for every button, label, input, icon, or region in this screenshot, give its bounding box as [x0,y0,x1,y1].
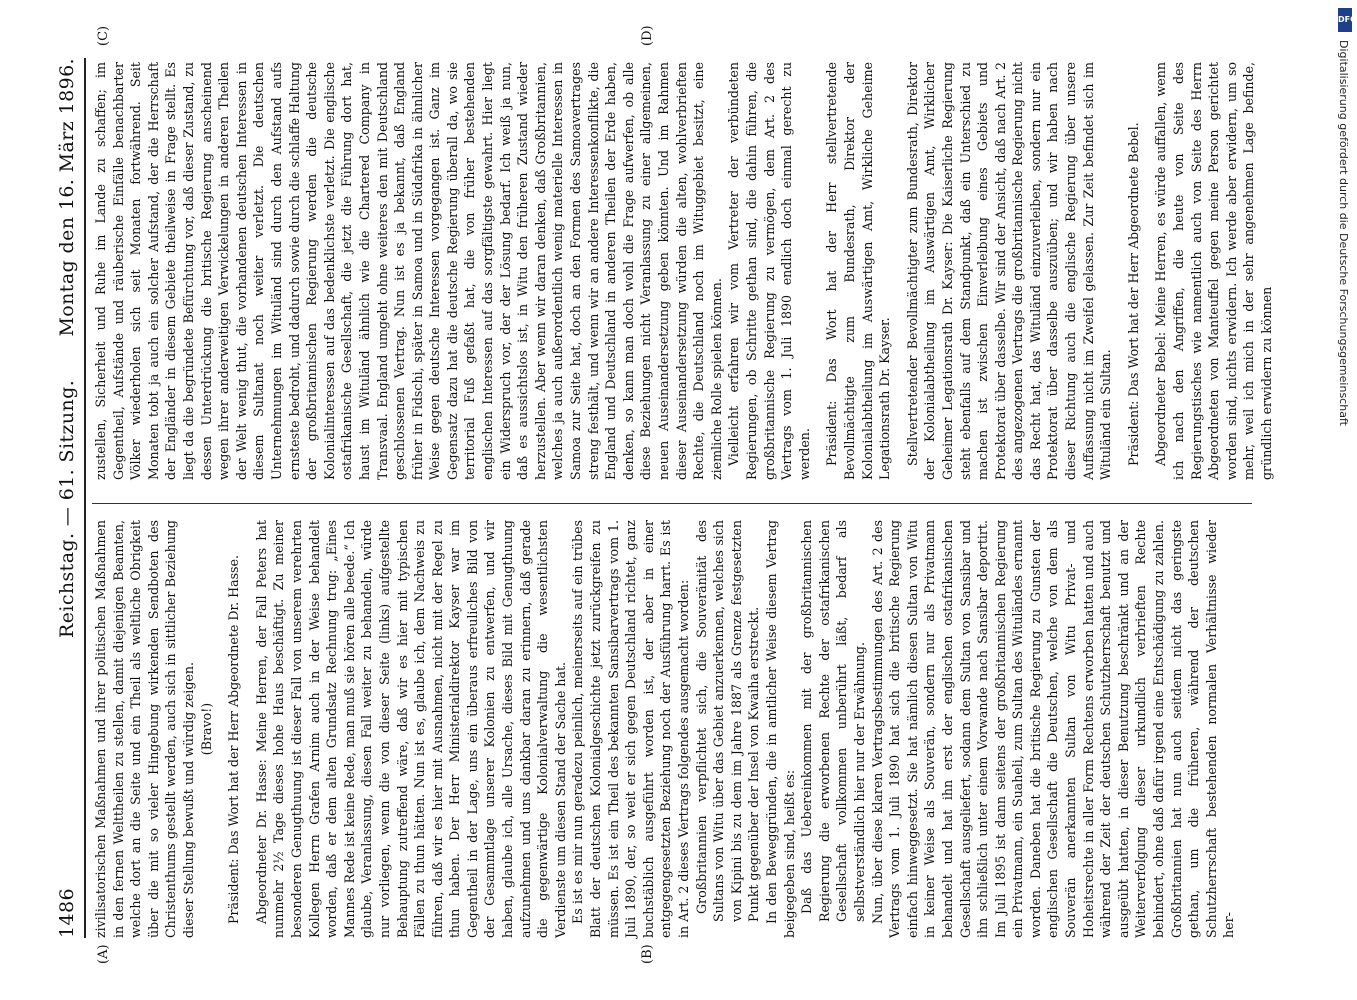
column-divider [92,503,1252,504]
margin-marker-c: (C) [96,25,111,46]
digitization-credit: Digitalisierung gefördert durch die Deutsche Forschungsgemeinschaft [1337,40,1350,426]
paragraph: Es ist es mir nun geradezu peinlich, meinerseits auf ein trübes Blatt der deutschen Kolonialgeschichte jetzt zurückgreifen zu müssen. Es ist ein Theil des bekannten Sansibarvertrags vom 1. Juli 1890, der, so weit er sich gegen Deutschland richtet, ganz buchstäblich ausgeführt worden ist, der aber in einer entgegengesetzten Beziehung noch der Ausführung harrt. Es ist in Art. 2 dieses Vertrags folgendes ausgemacht worden: [570,520,691,938]
paragraph: Präsident: Das Wort hat der Herr stellvertretende Bevollmächtigte zum Bundesrath, Direktor der Kolonialabtheilung im Auswärtigen Amt, Wirkliche Geheime Legationsrath Dr. Kayser. [824,62,893,480]
session-date: Montag den 16. März 1896. [56,58,78,337]
paragraph: Präsident: Das Wort hat der Herr Abgeordnete Bebel. [1125,122,1141,466]
paragraph: Präsident: Das Wort hat der Herr Abgeordnete Dr. Hasse. [226,555,242,924]
quoted-paragraph: Großbritannien verpflichtet sich, die Souveränität des Sultans von Witu über das Gebiet anzuerkennen, welches sich von Kipini bis zu dem im Jahre 1887 als Grenze festgesetzten Punkt gegenüber der Insel von Kwaiha erstreckt. [693,520,762,922]
paragraph: Abgeordneter Bebel: Meine Herren, es würde auffallen, wenn ich nach den Angriffen, die heute von Seite des Regierungstisches wie namentlich auch von Seite des Herrn Abgeordneten von Manteuffel gegen meine Person gerichtet worden sind, nichts erwidern. Ich werde aber erwidern, um so mehr, weil ich mich in der sehr angenehmen Lage befinde, gründlich erwidern zu können [1153,62,1274,480]
header-rule [84,58,86,938]
paragraph: zustellen, Sicherheit und Ruhe im Lande zu schaffen; im Gegentheil, Aufstände und räuberische Einfälle benachbarter Völker wiederholen sich seit Monaten fortwährend. Seit Monaten tobt ja auch ein solcher Aufstand, der die Herrschaft der Engländer in diesem Gebiete theilweise in Frage stellt. Es liegt da die begründete Befürchtung vor, daß dieser Zustand, zu dessen Unterdrückung die britische Regierung anscheinend wegen ihrer anderweitigen Verwickelungen in anderen Theilen der Welt wenig thut, die vorhandenen deutschen Interessen in diesem Sultanat noch weiter verletzt. Die deutschen Unternehmungen im Wituländ sind durch den Aufstand aufs ernsteste bedroht, und dadurch sowie durch die schlaffe Haltung der großbritannischen Regierung werden die deutsche Kolonialinteressen auf das bedenklichste verletzt. Die englische ostafrikanische Gesellschaft, die jetzt die Führung dort hat, haust im Wituländ ähnlich wie die Chartered Company in Transvaal. England umgeht ohne weiteres den mit Deutschland geschlossenen Vertrag. Nun ist es ja bekannt, daß England früher in Fidschi, später in Samoa und in Südafrika in ähnlicher Weise gegen deutsche Interessen vorgegangen ist. Ganz im Gegensatz dazu hat die deutsche Regierung überall da, wo sie territorial Fuß gefaßt hat, die von früher bestehenden englischen Interessen auf das sorgfältigste gewahrt. Hier liegt ein Widerspruch vor, der der Lösung bedarf. Ich weiß ja nun, daß es aussichtslos ist, in Witu den früheren Zustand wieder herzustellen. Aber wenn wir daran denken, daß Großbritannien, welches ja auch außerordentlich wenig materielle Interessen in Samoa zur Seite hat, doch an den Formen des Samoavertrages streng festhält, und wenn wir an andere Interessenkonflikte, die England und Deutschland in anderen Theilen der Erde haben, denken, so kann man doch wohl die Frage aufwerfen, ob alle diese Beziehungen nicht Veranlassung zu einer allgemeinen, neuen Auseinandersetzung geben könnten. Und im Rahmen dieser Auseinandersetzung würden die alten, wohlverbrieften Rechte, die Deutschland noch im Wituggebiet besitzt, eine ziemliche Rolle spielen können. [93,62,724,480]
right-column [92,62,1274,480]
paragraph: Nun, über diese klaren Vertragsbestimmungen des Art. 2 des Vertrags vom 1. Juli 1890 hat sich die britische Regierung einfach hinweggesetzt. Sie hat nämlich diesen Sultan von Witu in keiner Weise als Souverän, sondern nur als Privatmann behandelt und hat ihn erst der englischen ostafrikanischen Gesellschaft ausgeliefert, sodann dem Sultan von Sansibar und ihn schließlich unter einem Vorwande nach Sansibar deportirt. Im Juli 1895 ist dann seitens der großbritannischen Regierung ein Privatmann, ein Suaheli, zum Sultan des Wituländes ernannt worden. Daneben hat die britische Regierung zu Gunsten der englischen Gesellschaft die Deutschen, welche von dem als Souverän anerkannten Sultan von Witu Privat- und Hoheitsrechte in aller Form Rechtens erworben hatten und auch während der Zeit der deutschen Schutzherrschaft benutzt und ausgeübt hatten, in dieser Benutzung beschränkt und an der Weiterverfolgung dieser urkundlich verbrieften Rechte behindert, ohne daß dafür irgend eine Entschädigung zu zahlen. Großbritannien hat nun auch seitdem nicht das geringste gethan, um die früheren, während der deutschen Schutzherrschaft bestehenden normalen Verhältnisse wieder her- [869,520,1237,938]
paragraph: In den Beweggründen, die in amtlicher Weise diesem Vertrag beigegeben sind, heißt es: [763,520,797,938]
margin-marker-a: (A) [96,944,111,964]
paragraph: Vielleicht erfahren wir vom Vertreter der verbündeten Regierungen, ob Schritte gethan sind, die dahin führen, die großbritannische Regierung zu vermögen, dem Art. 2 des Vertrags vom 1. Juli 1890 endlich doch einmal gerecht zu werden. [726,62,812,480]
session-title: Reichstag. — 61. Sitzung. [56,379,78,638]
margin-marker-b: (B) [640,944,655,964]
left-column [92,520,1262,938]
page-number: 1486 [56,888,78,938]
margin-marker-d: (D) [640,25,655,46]
page-header [56,58,82,938]
applause-note: (Bravo!) [198,702,214,756]
quoted-paragraph: Daß das Uebereinkommen mit der großbritannischen Regierung die erworbenen Rechte der ostafrikanischen Gesellschaft vollkommen unberührt läßt, bedarf als selbstverständlich hier nur der Erwähnung. [799,520,867,922]
paragraph: Abgeordneter Dr. Hasse: Meine Herren, der Fall Peters hat nunmehr 2½ Tage dieses hohe Haus beschäftigt. Zu meiner besonderen Genugthuung ist dieser Fall von unserem verehrten Kollegen Herrn Grafen Arnim auch in der Weise behandelt worden, daß er dem alten Grundsatz Rechnung trug: „Eines Mannes Rede ist keine Rede, man muß sie hören alle beede.“ Ich glaube, Veranlassung, diesen Fall weiter zu behandeln, würde nur vorliegen, wenn die von dieser Seite (links) aufgestellte Behauptung zutreffend wäre, daß wir es hier mit typischen Fällen zu thun hätten. Nun ist es, glaube ich, dem Nachweis zu führen, daß wir es hier mit Ausnahmen, nicht mit der Regel zu thun haben. Der Herr Ministerialdirektor Kayser war im Gegentheil in der Lage, uns ein überaus erfreuliches Bild von der Gesammtlage unserer Kolonien zu entwerfen, und wir haben, glaube ich, alle Ursache, dieses Bild mit Genugthuung aufzunehmen und uns dankbar daran zu erinnern, daß gerade die gegenwärtige Kolonialverwaltung die wesentlichsten Verdienste um diesen Stand der Sache hat. [253,520,568,938]
paragraph: Stellvertretender Bevollmächtigter zum Bundesrath, Direktor der Kolonialabtheilung im Auswärtigen Amt, Wirklicher Geheimer Legationsrath Dr. Kayser: Die Kaiserliche Regierung steht ebenfalls auf dem Standpunkt, daß ein Unterschied zu machen ist zwischen Einverleibung eines Gebiets und Protektorat über dasselbe. Wir sind der Ansicht, daß nach Art. 2 des angezogenen Vertrags die großbritannische Regierung nicht das Recht hat, das Wituländ einzuverleiben, sondern nur ein Protektorat über dasselbe auszuüben; und wir haben nach dieser Richtung auch die englische Regierung über unsere Auffassung nicht im Zweifel gelassen. Zur Zeit befindet sich im Wituländ ein Sultan. [904,62,1114,480]
dfg-logo-icon: DFG [1338,8,1352,32]
credit-strip [1336,10,1352,990]
paragraph: zivilisatorischen Maßnahmen und ihrer politischen Maßnahmen in den fernen Welttheilen zu stellen, damit diejenigen Beamten, welche dort an die Seite und ein Theil als weltliche Obrigkeit über die mit so vieler Hingebung wirkenden Sendboten des Christenthums gestellt werden, auch sich in sittlicher Beziehung dieser Stellung bewußt und würdig zeigen. [93,520,196,938]
